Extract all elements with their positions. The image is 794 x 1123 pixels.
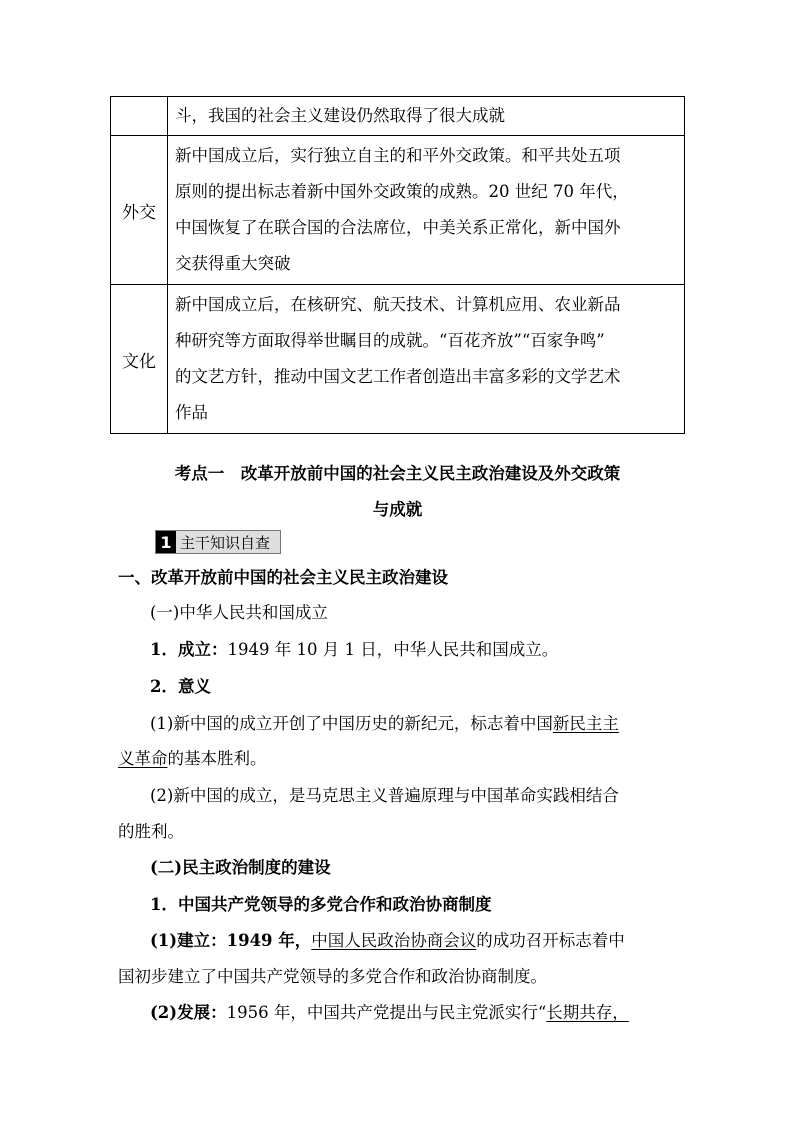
content-line: 种研究等方面取得举世瞩目的成就。“百花齐放”“百家争鸣” xyxy=(175,331,605,350)
tag-number: 1 xyxy=(156,531,176,553)
content-line: 作品 xyxy=(175,403,208,422)
item-text: 1949 年 10 月 1 日，中华人民共和国成立。 xyxy=(227,640,559,659)
underlined-term: 长期共存， xyxy=(546,1003,629,1022)
paragraph-line: 国初步建立了中国共产党领导的多党合作和政治协商制度。 xyxy=(118,967,547,986)
paragraph-line xyxy=(118,749,267,769)
content-line: 的文艺方针，推动中国文艺工作者创造出丰富多彩的文学艺术 xyxy=(175,367,621,386)
row-content: 斗，我国的社会主义建设仍然取得了很大成就 xyxy=(168,97,685,136)
paragraph-line: 的胜利。 xyxy=(118,822,184,841)
paragraph-line xyxy=(150,714,619,734)
text-span: (1)新中国的成立开创了中国历史的新纪元，标志着中国 xyxy=(150,714,553,733)
item-title: 1．中国共产党领导的多党合作和政治协商制度 xyxy=(150,895,492,914)
section-tag xyxy=(155,530,281,554)
paragraph-line xyxy=(150,1003,629,1023)
tag-label: 主干知识自查 xyxy=(176,531,280,553)
paragraph-line: (2)新中国的成立，是马克思主义普遍原理与中国革命实践相结合 xyxy=(150,786,619,805)
text-span: 1956 年，中国共产党提出与民主党派实行“ xyxy=(226,1003,547,1022)
paragraph-line xyxy=(150,931,625,951)
underlined-term: 义革命 xyxy=(118,749,168,768)
text-span: 的基本胜利。 xyxy=(167,749,267,768)
row-label-diplomacy: 外交 xyxy=(111,136,168,285)
text-span: 的成功召开标志着中 xyxy=(476,931,625,950)
subsection-title: (一)中华人民共和国成立 xyxy=(150,603,328,622)
section-title: 一、改革开放前中国的社会主义民主政治建设 xyxy=(118,568,448,587)
content-line: 新中国成立后，实行独立自主的和平外交政策。和平共处五项 xyxy=(175,146,621,165)
row-label xyxy=(111,97,168,136)
table-row xyxy=(111,97,685,136)
table-row xyxy=(111,285,685,434)
content-line: 中国恢复了在联合国的合法席位，中美关系正常化，新中国外 xyxy=(175,218,621,237)
item-significance: 2．意义 xyxy=(150,677,211,696)
table-row xyxy=(111,136,685,285)
row-content-diplomacy xyxy=(168,136,685,285)
item-label: 1．成立： xyxy=(150,640,228,659)
content-line: 新中国成立后，在核研究、航天技术、计算机应用、农业新品 xyxy=(175,295,621,314)
content-line: 交获得重大突破 xyxy=(175,254,291,273)
item-founding xyxy=(150,640,558,660)
content-line: 原则的提出标志着新中国外交政策的成熟。20 世纪 70 年代， xyxy=(175,182,629,201)
text-span: (1)建立： xyxy=(150,931,227,950)
underlined-term: 新民主主 xyxy=(552,714,619,733)
summary-table xyxy=(110,96,685,434)
text-span: (2)发展： xyxy=(150,1003,227,1022)
section-heading-line1: 考点一 改革开放前中国的社会主义民主政治建设及外交政策 xyxy=(174,464,621,483)
text-span: 1949 年， xyxy=(226,931,312,950)
section-heading-line2: 与成就 xyxy=(372,500,423,519)
row-label-culture: 文化 xyxy=(111,285,168,434)
underlined-term: 中国人民政治协商会议 xyxy=(311,931,477,950)
subsection-title: (二)民主政治制度的建设 xyxy=(150,858,331,877)
row-content-culture xyxy=(168,285,685,434)
